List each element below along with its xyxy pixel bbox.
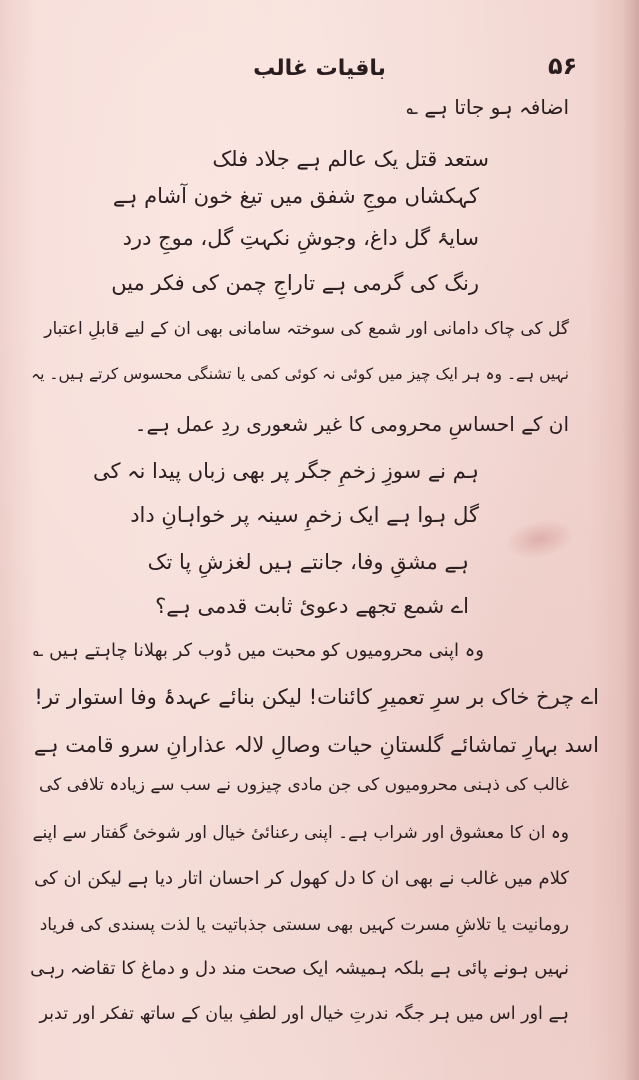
verse-line: رنگ کی گرمی ہے تاراجِ چمن کی فکر میں — [111, 271, 479, 295]
page-edge-shadow — [623, 0, 639, 1080]
text-line: ہے اور اس میں ہر جگہ ندرتِ خیال اور لطفِ بیان کے ساتھ تفکر اور تدبر — [39, 1004, 569, 1024]
verse-couplet: اسد بہارِ تماشائے گلستانِ حیات وصالِ لالہ عذارانِ سرو قامت ہے — [33, 733, 599, 757]
text-line: غالب کی ذہنی محرومیوں کی جن مادی چیزوں نے سب سے زیادہ تلافی کی — [39, 775, 569, 795]
verse-line: گل ہوا ہے ایک زخمِ سینہ پر خواہانِ داد — [130, 503, 479, 527]
verse-line: سایۂ گل داغ، وجوشِ نکہتِ گل، موجِ درد — [122, 226, 479, 250]
text-line: اضافہ ہو جاتا ہے ؎ — [406, 95, 569, 119]
verse-line: ہے مشقِ وفا، جانتے ہیں لغزشِ پا تک — [147, 550, 469, 574]
text-line: ان کے احساسِ محرومی کا غیر شعوری ردِ عمل ہے۔ — [134, 412, 569, 436]
verse-line: کہکشاں موجِ شفق میں تیغ خون آشام ہے — [112, 184, 479, 208]
running-title: باقیات غالب — [253, 56, 386, 81]
text-line: وہ اپنی محرومیوں کو محبت میں ڈوب کر بھلانا چاہتے ہیں ؎ — [32, 640, 484, 661]
verse-line: اے شمع تجھے دعویٔ ثابت قدمی ہے؟ — [155, 594, 469, 618]
text-line: گل کی چاک دامانی اور شمع کی سوختہ سامانی بھی ان کے لیے قابلِ اعتبار — [44, 319, 569, 339]
text-line: رومانیت یا تلاشِ مسرت کہیں بھی سستی جذباتیت یا لذت پسندی کی فریاد — [39, 915, 569, 935]
text-line: کلام میں غالب نے بھی ان کا دل کھول کر احسان اتار دیا ہے لیکن ان کی — [34, 868, 569, 889]
text-line: نہیں ہونے پائی ہے بلکہ ہمیشہ ایک صحت مند دل و دماغ کا تقاضہ رہی — [30, 958, 569, 979]
paper-stain — [502, 513, 578, 565]
page-number: ۵۶ — [548, 52, 578, 80]
verse-couplet: اے چرخ خاک بر سرِ تعمیرِ کائنات! لیکن بنائے عہدۂ وفا استوار تر! — [34, 685, 599, 709]
verse-line: ہم نے سوزِ زخمِ جگر پر بھی زباں پیدا نہ کی — [93, 459, 479, 483]
text-line: نہیں ہے۔ وہ ہر ایک چیز میں کوئی نہ کوئی کمی یا تشنگی محسوس کرتے ہیں۔ یہ — [31, 365, 569, 383]
verse-line: ستعد قتل یک عالم ہے جلاد فلک — [212, 147, 489, 171]
text-line: وہ ان کا معشوق اور شراب ہے۔ اپنی رعنائیٔ خیال اور شوخیٔ گفتار سے اپنے — [32, 823, 569, 843]
